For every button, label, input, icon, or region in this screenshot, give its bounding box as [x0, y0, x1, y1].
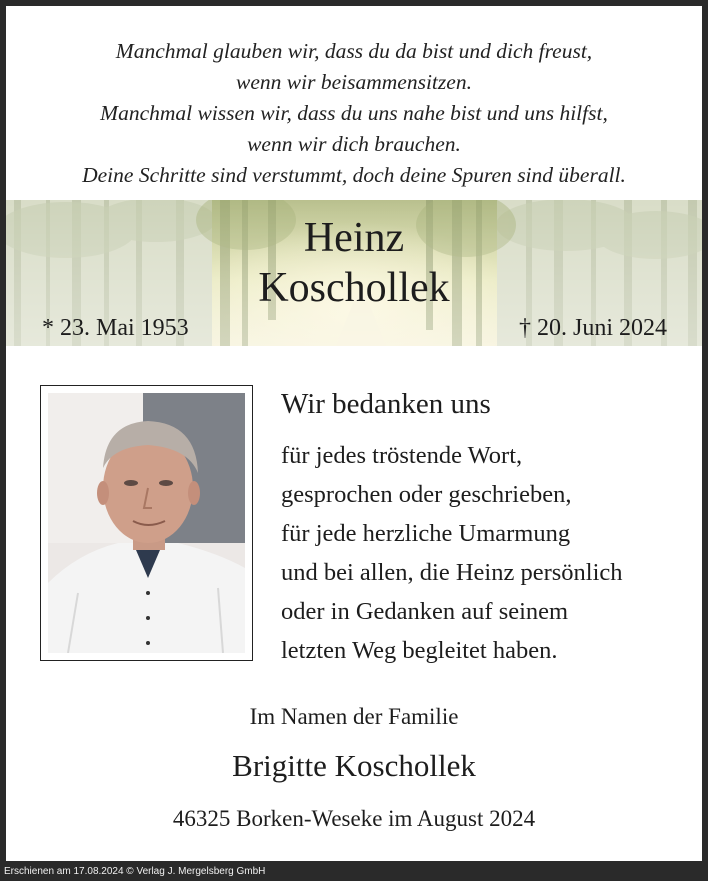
thanks-line: für jedes tröstende Wort, — [281, 442, 523, 469]
publication-footer: Erschienen am 17.08.2024 © Verlag J. Mergelsberg GmbH — [4, 866, 266, 877]
poem — [6, 36, 702, 191]
birth-date: * 23. Mai 1953 — [42, 315, 189, 341]
death-date: † 20. Juni 2024 — [518, 315, 667, 341]
portrait-photo — [48, 393, 245, 653]
deceased-last-name: Koschollek — [258, 265, 450, 311]
poem-line: Manchmal wissen wir, dass du uns nahe bist und uns hilfst, — [100, 101, 608, 125]
poem-line: Manchmal glauben wir, dass du da bist und dich freust, — [115, 39, 593, 63]
poem-line: wenn wir beisammensitzen. — [236, 70, 472, 94]
thanks-line: für jede herzliche Umarmung — [281, 520, 571, 547]
portrait-frame — [40, 385, 253, 661]
thanks-line: gesprochen oder geschrieben, — [281, 481, 572, 508]
poem-line: Deine Schritte sind verstummt, doch deine Spuren sind überall. — [82, 163, 626, 187]
thanks-line: letzten Weg begleitet haben. — [281, 637, 558, 664]
thanks-line: oder in Gedanken auf seinem — [281, 598, 569, 625]
signature-name: Brigitte Koschollek — [232, 748, 476, 783]
thanks-title: Wir bedanken uns — [281, 388, 491, 420]
signature-place-date: 46325 Borken-Weseke im August 2024 — [172, 806, 536, 831]
poem-line: wenn wir dich brauchen. — [247, 132, 461, 156]
thanks-text — [281, 436, 623, 670]
signature-intro: Im Namen der Familie — [249, 704, 459, 729]
thanks-line: und bei allen, die Heinz persönlich — [281, 559, 623, 586]
deceased-first-name: Heinz — [303, 215, 405, 261]
obituary-card — [6, 6, 702, 861]
